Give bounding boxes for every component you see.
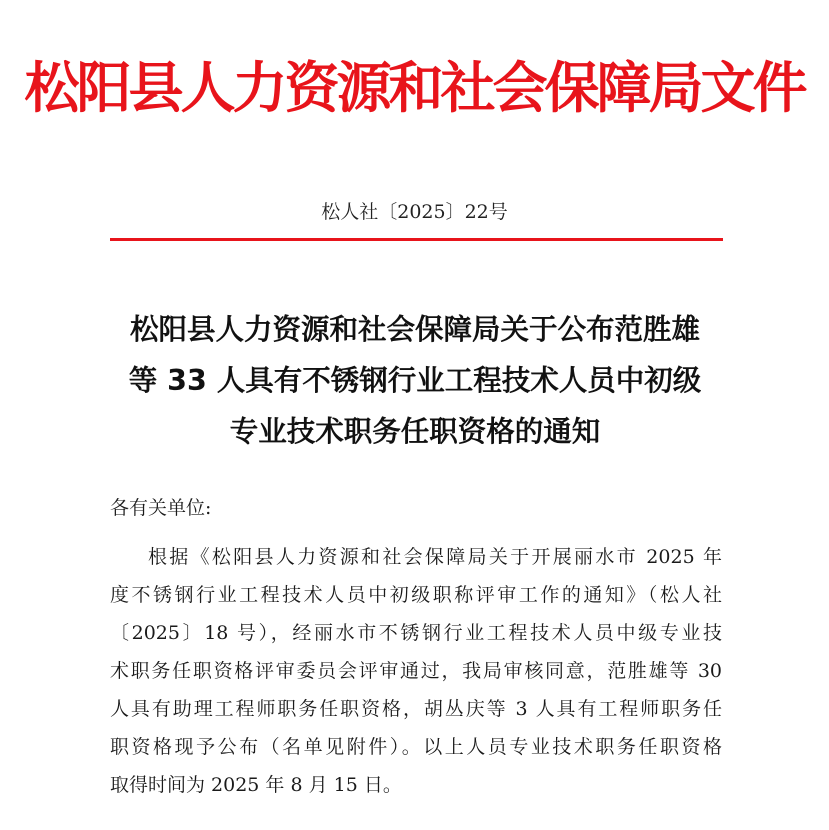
notice-title-line: 等 33 人具有不锈钢行业工程技术人员中初级 [128,364,702,397]
notice-title-line: 松阳县人力资源和社会保障局关于公布范胜雄 [129,313,700,346]
notice-title [100,304,730,457]
body-line: 〔2025〕18 号），经丽水市不锈钢行业工程技术人员中级专业技 [110,622,722,644]
notice-title-line: 专业技术职务任职资格的通知 [229,415,601,448]
body-line: 人具有助理工程师职务任职资格，胡丛庆等 3 人具有工程师职务任 [110,698,722,720]
red-divider-line [110,238,723,241]
body-paragraph [110,538,722,804]
salutation: 各有关单位: [110,497,212,519]
body-line: 根据《松阳县人力资源和社会保障局关于开展丽水市 2025 年 [148,546,722,568]
body-line: 度不锈钢行业工程技术人员中初级职称评审工作的通知》（松人社 [110,584,722,606]
body-line: 术职务任职资格评审委员会评审通过，我局审核同意，范胜雄等 30 [110,660,722,682]
document-number: 松人社〔2025〕22号 [321,201,508,223]
body-line: 取得时间为 2025 年 8 月 15 日。 [110,774,402,796]
body-line: 职资格现予公布（名单见附件）。以上人员专业技术职务任职资格 [110,736,722,758]
document-header-title: 松阳县人力资源和社会保障局文件 [24,56,805,120]
